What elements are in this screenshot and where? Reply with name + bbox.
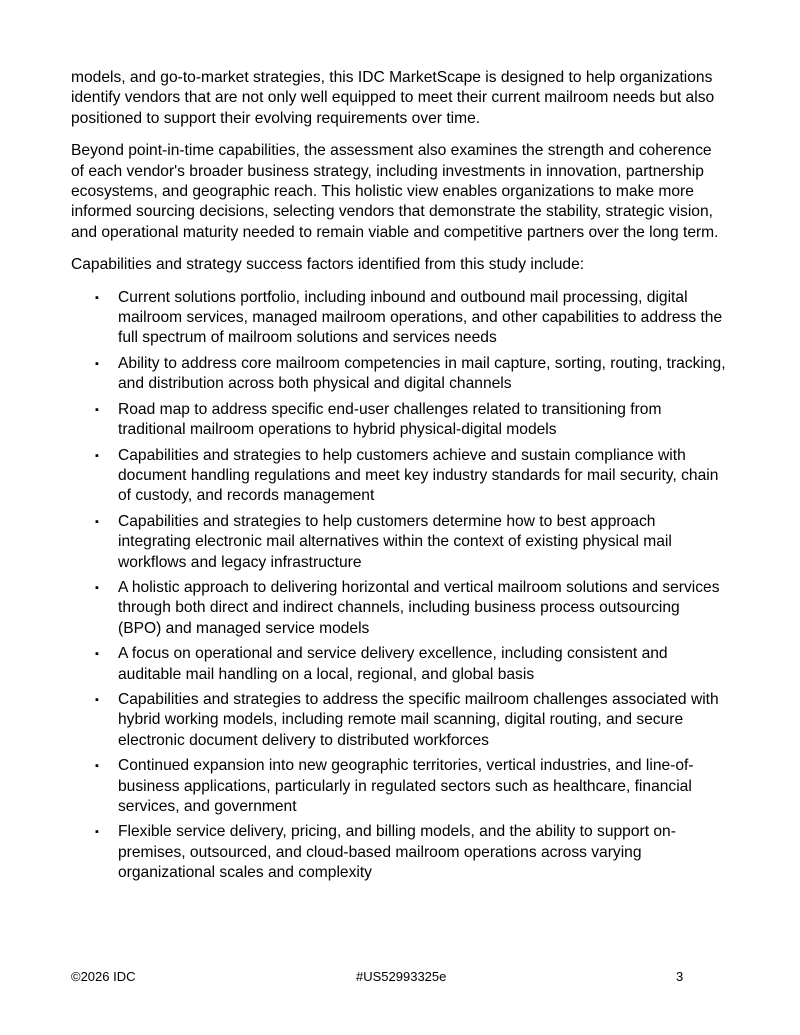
list-item-text: A focus on operational and service delivery excellence, including consistent and auditable mail handling on a local, regional, and global basis — [118, 645, 668, 683]
square-bullet-icon: ▪ — [95, 515, 99, 528]
document-body — [71, 68, 726, 889]
list-item — [71, 446, 726, 507]
list-item-text: Capabilities and strategies to help customers determine how to best approach integrating electronic mail alternatives within the context of existing physical mail workflows and legacy infrastructure — [118, 512, 672, 571]
square-bullet-icon: ▪ — [95, 357, 99, 370]
footer-page-number: 3 — [676, 969, 684, 984]
list-item-text: Road map to address specific end-user challenges related to transitioning from traditional mailroom operations to hybrid physical-digital models — [118, 400, 662, 439]
success-factors-list — [71, 288, 726, 884]
list-item-text: A holistic approach to delivering horizontal and vertical mailroom solutions and services through both direct and indirect channels, including business process outsourcing (BPO) and managed service models — [118, 578, 720, 637]
list-item-text: Continued expansion into new geographic territories, vertical industries, and line-of-business applications, particularly in regulated sectors such as healthcare, financial services, and government — [118, 757, 694, 815]
footer-copyright: ©2026 IDC — [71, 969, 136, 984]
list-item — [71, 578, 726, 639]
list-item-text: Capabilities and strategies to address the specific mailroom challenges associated with hybrid working models, including remote mail scanning, digital routing, and secure electronic document delivery to distributed workforces — [118, 690, 719, 749]
list-item — [71, 512, 726, 573]
square-bullet-icon: ▪ — [95, 449, 99, 462]
square-bullet-icon: ▪ — [95, 291, 99, 304]
square-bullet-icon: ▪ — [95, 581, 99, 594]
paragraph: Beyond point-in-time capabilities, the assessment also examines the strength and coherence of each vendor's broader business strategy, including investments in innovation, partnership ecosystems, and geographic reach. This holistic view enables organizations to make more informed sourcing decisions, selecting vendors that demonstrate the stability, strategic vision, and operational maturity needed to remain viable and competitive partners over the long term. — [71, 142, 719, 241]
square-bullet-icon: ▪ — [95, 826, 99, 839]
paragraph: models, and go-to-market strategies, this IDC MarketScape is designed to help organizations identify vendors that are not only well equipped to meet their current mailroom needs but also positioned to support their evolving requirements over time. — [71, 69, 715, 127]
square-bullet-icon: ▪ — [95, 693, 99, 706]
list-item — [71, 354, 726, 395]
list-item — [71, 644, 726, 685]
square-bullet-icon: ▪ — [95, 403, 99, 416]
list-item — [71, 822, 726, 883]
list-item — [71, 400, 726, 441]
list-item — [71, 288, 726, 349]
footer-document-id: #US52993325e — [356, 969, 447, 984]
list-item-text: Ability to address core mailroom competencies in mail capture, sorting, routing, tracking, and distribution across both physical and digital channels — [118, 354, 726, 393]
paragraph: Capabilities and strategy success factors identified from this study include: — [71, 256, 585, 274]
list-item — [71, 756, 726, 817]
square-bullet-icon: ▪ — [95, 760, 99, 773]
list-item-text: Flexible service delivery, pricing, and billing models, and the ability to support on-premises, outsourced, and cloud-based mailroom operations across varying organizational scales and complexity — [118, 823, 676, 882]
list-item-text: Current solutions portfolio, including inbound and outbound mail processing, digital mailroom services, managed mailroom operations, and other capabilities to address the full spectrum of mailroom solutions and services needs — [118, 288, 723, 347]
list-item — [71, 690, 726, 751]
square-bullet-icon: ▪ — [95, 648, 99, 661]
list-item-text: Capabilities and strategies to help customers achieve and sustain compliance with document handling regulations and meet key industry standards for mail security, chain of custody, and records management — [118, 446, 719, 505]
